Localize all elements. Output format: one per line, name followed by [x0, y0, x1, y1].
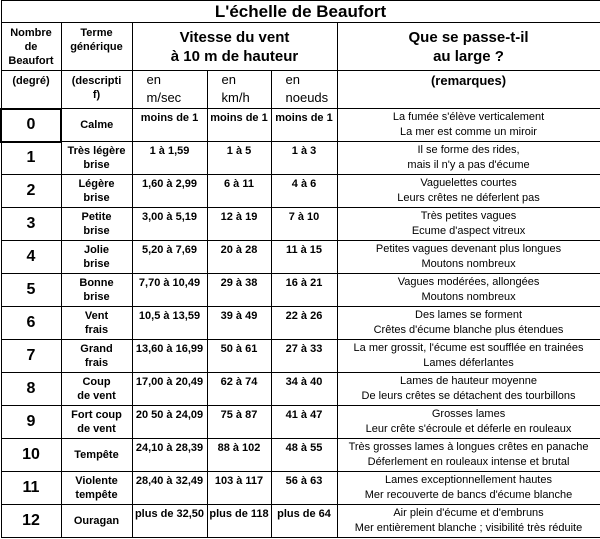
remarks-cell [337, 175, 600, 208]
remark-line: Très petites vagues [420, 210, 517, 222]
speed-knots-cell: 16 à 21 [271, 274, 337, 307]
speed-knots-cell: 1 à 3 [271, 142, 337, 175]
remarks-cell [337, 307, 600, 340]
term-line: brise [83, 225, 110, 237]
header-sea: Que se passe-t-il au large ? [337, 23, 600, 71]
remark-line: Il se forme des rides, [417, 144, 520, 156]
term-cell [61, 373, 132, 406]
speed-ms-cell: 1,60 à 2,99 [132, 175, 207, 208]
header-speed: Vitesse du vent à 10 m de hauteur [132, 23, 337, 71]
header-degree: Nombre de Beaufort [1, 23, 61, 71]
table-row [1, 505, 600, 538]
remark-line: Air plein d'écume et d'embruns [393, 507, 544, 519]
remarks-cell [337, 340, 600, 373]
table-row [1, 406, 600, 439]
remarks-cell [337, 241, 600, 274]
remarks-cell [337, 472, 600, 505]
header-term-unit: (descripti f) [61, 71, 132, 109]
remark-line: Mer recouverte de bancs d'écume blanche [364, 489, 573, 501]
degree-cell: 12 [1, 505, 61, 538]
remark-line: Vaguelettes courtes [420, 177, 517, 189]
remark-line: Leur crête s'écroule et déferle en rouleaux [365, 423, 572, 435]
speed-ms-cell: 5,20 à 7,69 [132, 241, 207, 274]
degree-cell: 8 [1, 373, 61, 406]
speed-kmh-cell: 20 à 28 [207, 241, 271, 274]
remark-line: Moutons nombreux [421, 258, 516, 270]
speed-ms-cell: 24,10 à 28,39 [132, 439, 207, 472]
speed-ms-cell: moins de 1 [132, 109, 207, 142]
remarks-cell [337, 505, 600, 538]
term-cell [61, 505, 132, 538]
speed-knots-cell: 7 à 10 [271, 208, 337, 241]
degree-cell: 5 [1, 274, 61, 307]
term-line: Bonne [79, 277, 114, 289]
term-line: Coup [82, 376, 111, 388]
header-term: Terme générique [61, 23, 132, 71]
term-line: Petite [81, 211, 112, 223]
speed-knots-cell: 34 à 40 [271, 373, 337, 406]
speed-ms-cell: 10,5 à 13,59 [132, 307, 207, 340]
term-line: Jolie [83, 244, 110, 256]
term-line: brise [83, 258, 110, 270]
term-line: tempête [75, 489, 118, 501]
remarks-cell [337, 439, 600, 472]
remark-line: La mer est comme un miroir [400, 126, 537, 138]
table-row [1, 373, 600, 406]
speed-kmh-cell: plus de 118 [207, 505, 271, 538]
table-row [1, 439, 600, 472]
speed-kmh-cell: moins de 1 [207, 109, 271, 142]
table-row [1, 307, 600, 340]
speed-kmh-cell: 88 à 102 [207, 439, 271, 472]
remark-line: Vagues modérées, allongées [397, 276, 540, 288]
term-cell [61, 406, 132, 439]
speed-knots-cell: moins de 1 [271, 109, 337, 142]
degree-cell: 1 [1, 142, 61, 175]
term-line: Vent [84, 310, 109, 322]
remarks-cell [337, 208, 600, 241]
remark-line: Moutons nombreux [421, 291, 516, 303]
speed-knots-cell: 41 à 47 [271, 406, 337, 439]
term-line: brise [83, 192, 110, 204]
term-cell [61, 208, 132, 241]
speed-knots-cell: plus de 64 [271, 505, 337, 538]
speed-kmh-cell: 75 à 87 [207, 406, 271, 439]
speed-kmh-cell: 12 à 19 [207, 208, 271, 241]
term-line: Calme [80, 119, 114, 131]
table-title: L'échelle de Beaufort [1, 1, 600, 23]
term-line: frais [84, 357, 109, 369]
remark-line: Leurs crêtes ne déferlent pas [397, 192, 540, 204]
term-line: Légère [78, 178, 115, 190]
speed-ms-cell: 1 à 1,59 [132, 142, 207, 175]
speed-kmh-cell: 62 à 74 [207, 373, 271, 406]
remarks-cell [337, 373, 600, 406]
speed-kmh-cell: 50 à 61 [207, 340, 271, 373]
term-cell [61, 175, 132, 208]
degree-cell: 11 [1, 472, 61, 505]
speed-knots-cell: 11 à 15 [271, 241, 337, 274]
term-line: Ouragan [73, 515, 120, 527]
term-cell [61, 142, 132, 175]
term-line: Tempête [74, 449, 119, 461]
remark-line: La fumée s'élève verticalement [392, 111, 545, 123]
speed-ms-cell: 13,60 à 16,99 [132, 340, 207, 373]
term-cell [61, 340, 132, 373]
degree-cell: 6 [1, 307, 61, 340]
remark-line: Déferlement en rouleaux intense et brutal [367, 456, 570, 468]
degree-cell: 0 [1, 109, 61, 142]
term-line: frais [84, 324, 109, 336]
remark-line: Lames déferlantes [423, 357, 514, 369]
speed-kmh-cell: 39 à 49 [207, 307, 271, 340]
remark-line: Petites vagues devenant plus longues [375, 243, 562, 255]
speed-kmh-cell: 103 à 117 [207, 472, 271, 505]
remark-line: Lames de hauteur moyenne [400, 375, 538, 387]
term-line: de vent [77, 390, 116, 402]
table-row [1, 274, 600, 307]
speed-ms-cell: 17,00 à 20,49 [132, 373, 207, 406]
degree-cell: 2 [1, 175, 61, 208]
table-row [1, 109, 600, 142]
remarks-cell [337, 406, 600, 439]
term-line: Violente [75, 475, 118, 487]
degree-cell: 7 [1, 340, 61, 373]
term-cell [61, 274, 132, 307]
degree-cell: 3 [1, 208, 61, 241]
speed-ms-cell: plus de 32,50 [132, 505, 207, 538]
remarks-cell [337, 109, 600, 142]
speed-knots-cell: 56 à 63 [271, 472, 337, 505]
remark-line: Des lames se forment [415, 309, 523, 321]
speed-ms-cell: 7,70 à 10,49 [132, 274, 207, 307]
table-row [1, 340, 600, 373]
speed-kmh-cell: 29 à 38 [207, 274, 271, 307]
speed-kmh-cell: 1 à 5 [207, 142, 271, 175]
remark-line: Crêtes d'écume blanche plus étendues [373, 324, 564, 336]
table-row [1, 142, 600, 175]
remark-line: De leurs crêtes se détachent des tourbillons [361, 390, 576, 402]
term-cell [61, 439, 132, 472]
speed-knots-cell: 22 à 26 [271, 307, 337, 340]
term-line: brise [83, 291, 110, 303]
table-row [1, 208, 600, 241]
remark-line: Lames exceptionnellement hautes [385, 474, 552, 486]
header-remarks: (remarques) [337, 71, 600, 109]
term-line: de vent [77, 423, 116, 435]
speed-ms-cell: 3,00 à 5,19 [132, 208, 207, 241]
header-unit-ms: en m/sec [132, 71, 207, 109]
speed-ms-cell: 20 50 à 24,09 [132, 406, 207, 439]
speed-knots-cell: 48 à 55 [271, 439, 337, 472]
speed-ms-cell: 28,40 à 32,49 [132, 472, 207, 505]
term-line: Fort coup [71, 409, 122, 421]
header-unit-knots: en noeuds [271, 71, 337, 109]
remark-line: Grosses lames [431, 408, 506, 420]
remark-line: Mer entièrement blanche ; visibilité très réduite [354, 522, 583, 534]
remark-line: La mer grossit, l'écume est soufflée en trainées [353, 342, 584, 354]
term-cell [61, 109, 132, 142]
header-unit-kmh: en km/h [207, 71, 271, 109]
remark-line: Ecume d'aspect vitreux [411, 225, 526, 237]
header-degree-unit: (degré) [1, 71, 61, 109]
speed-kmh-cell: 6 à 11 [207, 175, 271, 208]
term-cell [61, 472, 132, 505]
remark-line: mais il n'y a pas d'écume [407, 159, 530, 171]
degree-cell: 9 [1, 406, 61, 439]
term-line: Très légère [67, 145, 126, 157]
speed-knots-cell: 4 à 6 [271, 175, 337, 208]
degree-cell: 4 [1, 241, 61, 274]
table-row [1, 472, 600, 505]
speed-knots-cell: 27 à 33 [271, 340, 337, 373]
table-row [1, 241, 600, 274]
degree-cell: 10 [1, 439, 61, 472]
table-row [1, 175, 600, 208]
remarks-cell [337, 142, 600, 175]
remark-line: Très grosses lames à longues crêtes en panache [348, 441, 589, 453]
term-line: brise [83, 159, 110, 171]
term-cell [61, 241, 132, 274]
term-cell [61, 307, 132, 340]
term-line: Grand [80, 343, 113, 355]
remarks-cell [337, 274, 600, 307]
